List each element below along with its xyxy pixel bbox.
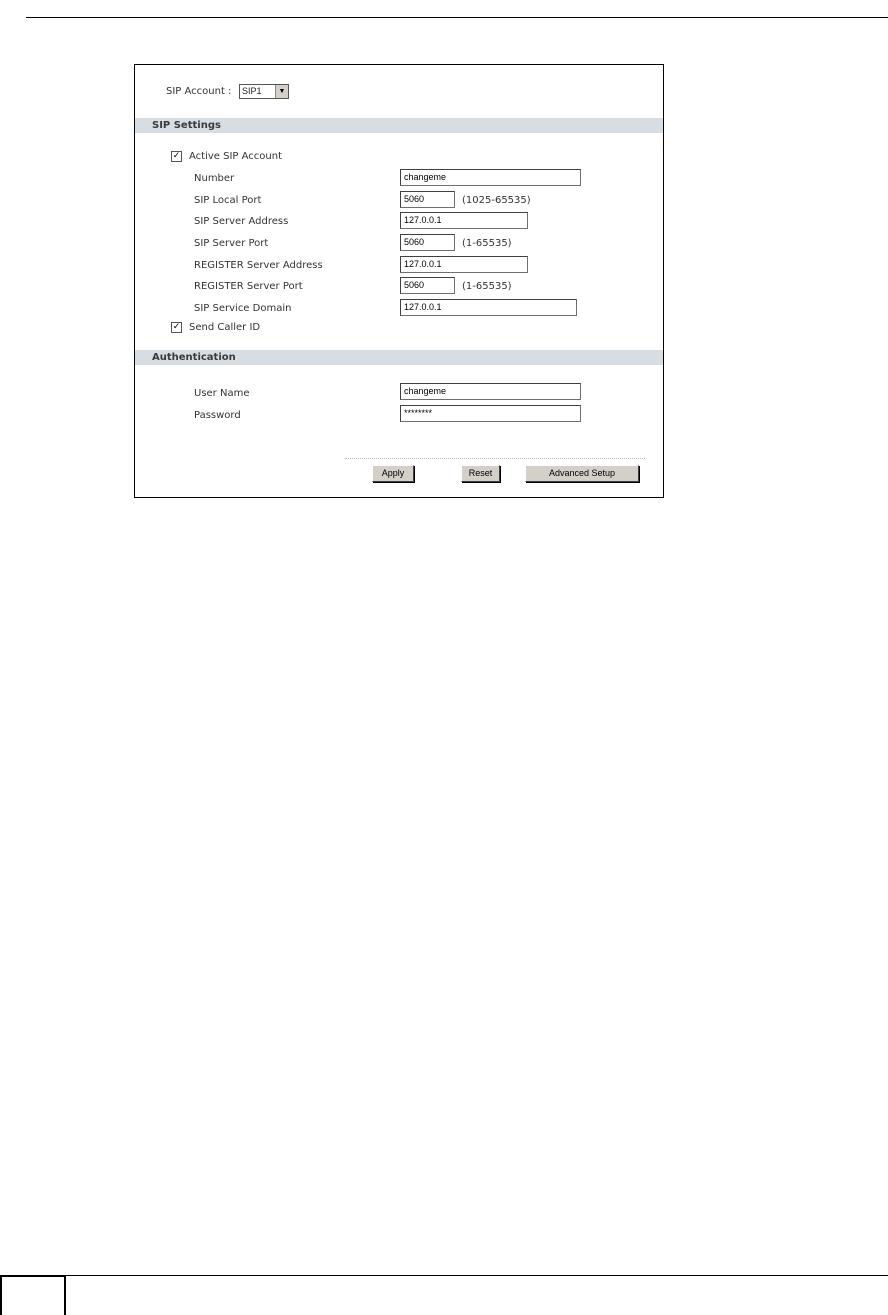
register-server-address-input[interactable]: 127.0.0.1 [400, 256, 528, 273]
register-server-port-label: REGISTER Server Port [194, 281, 303, 292]
advanced-setup-button[interactable]: Advanced Setup [525, 465, 639, 482]
button-divider [345, 458, 645, 459]
chevron-down-icon: ▼ [275, 85, 288, 98]
sip-account-panel [134, 64, 664, 498]
number-input[interactable]: changeme [400, 169, 581, 186]
sip-service-domain-label: SIP Service Domain [194, 303, 292, 314]
sip-server-port-range: (1-65535) [462, 238, 512, 249]
register-server-address-label: REGISTER Server Address [194, 260, 323, 271]
reset-button[interactable]: Reset [461, 465, 500, 482]
sip-account-select[interactable] [239, 84, 289, 99]
sip-server-address-label: SIP Server Address [194, 216, 289, 227]
footer-rule [66, 1275, 888, 1276]
checkbox-check-icon: ✓ [172, 151, 181, 161]
sip-account-value: SIP1 [242, 86, 262, 96]
number-label: Number [194, 173, 235, 184]
apply-button[interactable]: Apply [372, 465, 414, 482]
sip-settings-header: SIP Settings [135, 118, 663, 133]
authentication-header: Authentication [135, 350, 663, 365]
send-caller-id-label: Send Caller ID [189, 322, 261, 333]
password-input[interactable]: ******** [400, 405, 581, 422]
password-label: Password [194, 410, 241, 421]
user-name-input[interactable]: changeme [400, 383, 581, 400]
sip-local-port-input[interactable]: 5060 [400, 191, 455, 208]
sip-server-port-label: SIP Server Port [194, 238, 269, 249]
sip-service-domain-input[interactable]: 127.0.0.1 [400, 299, 577, 316]
active-sip-account-label: Active SIP Account [189, 151, 282, 162]
sip-account-label: SIP Account : [166, 86, 232, 97]
sip-server-port-input[interactable]: 5060 [400, 234, 455, 251]
user-name-label: User Name [194, 388, 250, 399]
active-sip-account-checkbox[interactable] [171, 151, 182, 162]
checkbox-check-icon: ✓ [172, 322, 181, 332]
register-server-port-input[interactable]: 5060 [400, 277, 455, 294]
send-caller-id-checkbox[interactable] [171, 322, 182, 333]
register-server-port-range: (1-65535) [462, 281, 512, 292]
header-rule [26, 17, 888, 18]
page-number-box [0, 1275, 66, 1315]
sip-server-address-input[interactable]: 127.0.0.1 [400, 212, 528, 229]
sip-local-port-label: SIP Local Port [194, 195, 262, 206]
sip-local-port-range: (1025-65535) [462, 195, 531, 206]
